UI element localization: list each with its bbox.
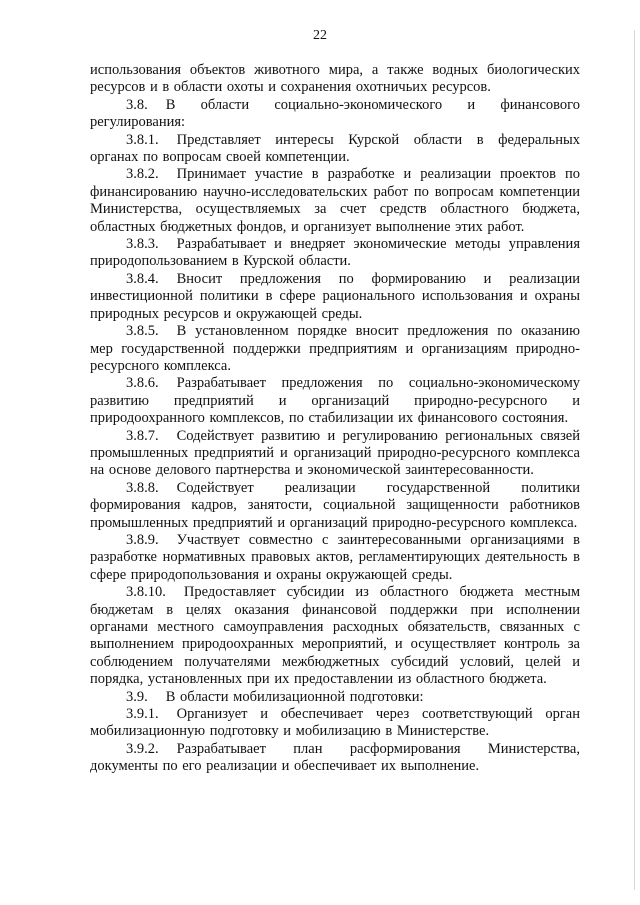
scan-edge-line <box>634 30 635 890</box>
paragraph-3-8-3 <box>90 236 580 271</box>
paragraph-text: использования объектов животного мира, а также водных биологических ресурсов и в области охоты и сохранения охотничьих ресурсов. <box>90 62 580 96</box>
paragraph-number: 3.9. <box>126 688 148 705</box>
paragraph-number: 3.8.4. <box>126 270 159 287</box>
paragraph-3-8-8 <box>90 480 580 532</box>
paragraph-number: 3.8.8. <box>126 479 159 496</box>
page-number: 22 <box>313 28 327 43</box>
paragraph-3-8-2 <box>90 166 580 236</box>
paragraph-3-8-1 <box>90 132 580 167</box>
paragraph-text: Содействует реализации государственной политики формирования кадров, занятости, социальной защищенности работников промышленных предприятий и организаций природно-ресурсного комплекса. <box>90 479 580 531</box>
paragraph-text: Разрабатывает и внедряет экономические методы управления природопользованием в Курской области. <box>90 236 580 270</box>
paragraph-number: 3.8.6. <box>126 375 159 392</box>
paragraph-number: 3.8.1. <box>126 131 159 148</box>
paragraph-3-8-6 <box>90 375 580 427</box>
paragraph-text: В установленном порядке вносит предложения по оказанию мер государственной поддержки предприятиям и организациям природно-ресурсного комплекса. <box>90 323 580 374</box>
paragraph-3-9-2 <box>90 741 580 776</box>
paragraph-number: 3.8.2. <box>126 166 159 183</box>
paragraph-3-8-10 <box>90 584 580 688</box>
paragraph-3-8-5 <box>90 323 580 375</box>
paragraph-number: 3.8.5. <box>126 323 159 340</box>
paragraph-text: Представляет интересы Курской области в федеральных органах по вопросам своей компетенции. <box>90 131 580 166</box>
paragraph-number: 3.8.9. <box>126 531 159 548</box>
paragraph-number: 3.9.2. <box>126 740 159 757</box>
paragraph-text: Разрабатывает план расформирования Министерства, документы по его реализации и обеспечивает их выполнение. <box>90 740 580 775</box>
paragraph-text: Содействует развитию и регулированию региональных связей промышленных предприятий и организаций природно-ресурсного комплекса на основе делового партнерства и экономической заинтересованности. <box>90 427 580 479</box>
paragraph-text: Предоставляет субсидии из областного бюджета местным бюджетам в целях оказания финансовой поддержки при исполнении органами местного самоуправления расходных обязательств, связанных с выполнением природоохранных мероприятий, и осуществляет контроль за соблюдением получателями межбюджетных субсидий условий, целей и порядка, установленных при их предоставлении из областного бюджета. <box>90 584 580 688</box>
paragraph-number: 3.8.10. <box>126 584 166 601</box>
paragraph-3-8-9 <box>90 532 580 584</box>
paragraph-3-8 <box>90 97 580 132</box>
paragraph-text: В области мобилизационной подготовки: <box>165 688 424 705</box>
paragraph-3-8-4 <box>90 271 580 323</box>
paragraph-number: 3.9.1. <box>126 706 159 723</box>
paragraph-text: Принимает участие в разработке и реализации проектов по финансированию научно-исследовательских работ по вопросам компетенции Министерства, осуществляемых за счет средств областного бюджета, областных бюджетных фондов, и организует выполнение этих работ. <box>90 166 580 235</box>
paragraph-3-8-7 <box>90 428 580 480</box>
document-body <box>90 62 580 776</box>
paragraph-number: 3.8. <box>126 96 148 113</box>
paragraph-number: 3.8.3. <box>126 236 159 253</box>
paragraph-3-9-1 <box>90 706 580 741</box>
paragraph-text: Разрабатывает предложения по социально-экономическому развитию предприятий и организаций природно-ресурсного и природоохранного комплексов, по стабилизации их финансового состояния. <box>90 375 580 427</box>
paragraph-number: 3.8.7. <box>126 427 159 444</box>
paragraph-text: Вносит предложения по формированию и реализации инвестиционной политики в сфере рационального использования и охраны природных ресурсов и окружающей среды. <box>90 270 580 322</box>
paragraph-3-9 <box>90 689 580 706</box>
paragraph-text: Организует и обеспечивает через соответствующий орган мобилизационную подготовку и мобилизацию в Министерстве. <box>90 706 580 740</box>
paragraph-continuation <box>90 62 580 97</box>
paragraph-text: В области социально-экономического и финансового регулирования: <box>90 96 580 131</box>
paragraph-text: Участвует совместно с заинтересованными организациями в разработке нормативных правовых актов, регламентирующих деятельность в сфере природопользования и охраны окружающей среды. <box>90 531 580 583</box>
